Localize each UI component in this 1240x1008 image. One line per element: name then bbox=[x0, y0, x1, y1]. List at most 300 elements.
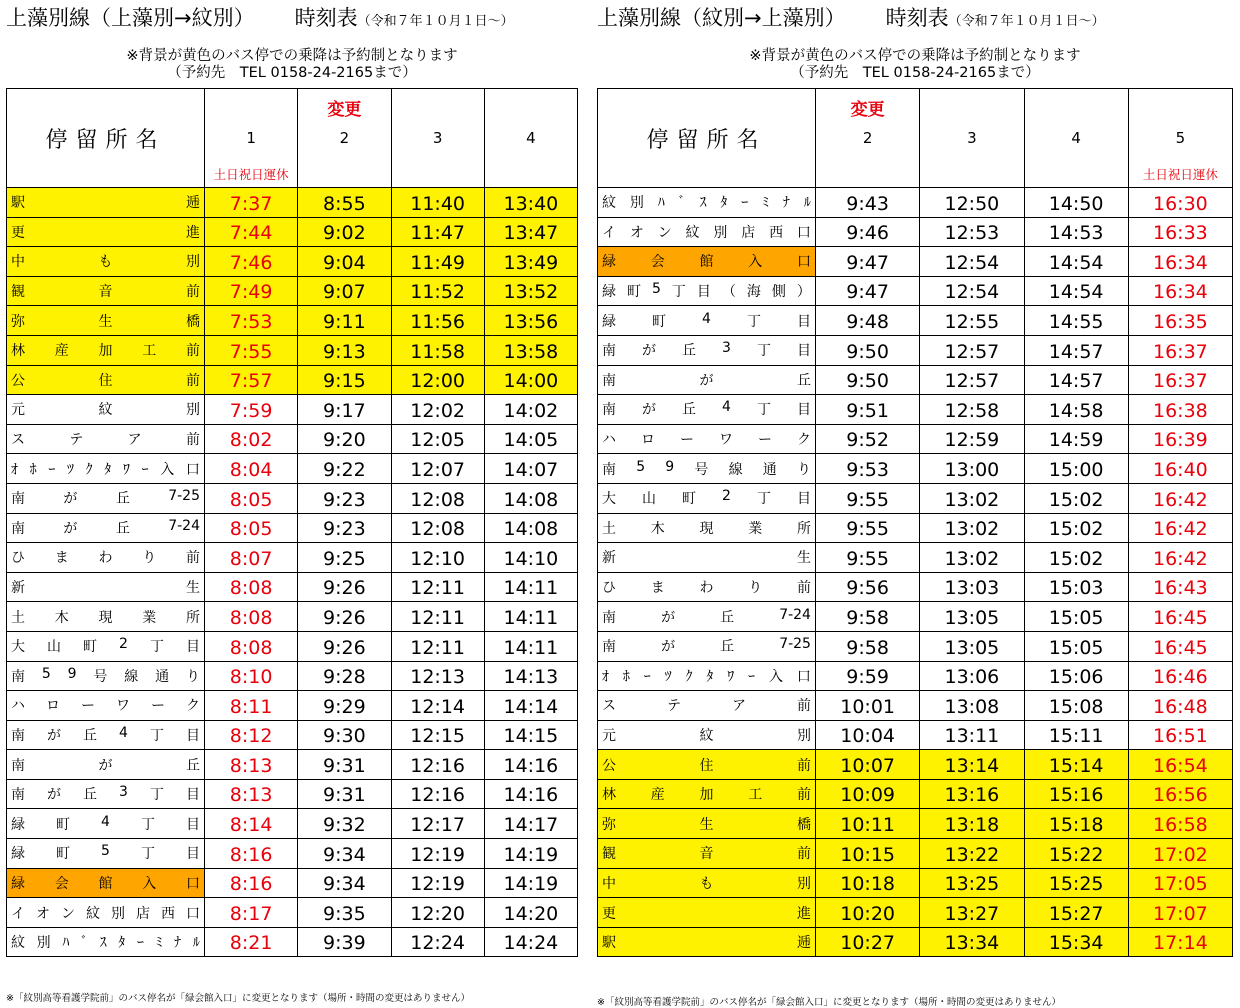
departure-time: 9:55 bbox=[816, 513, 920, 543]
departure-time: 9:39 bbox=[298, 927, 391, 957]
departure-time: 14:19 bbox=[484, 839, 577, 869]
table-row bbox=[7, 839, 578, 869]
stop-name: 南 が 丘 bbox=[602, 372, 811, 389]
stop-name-cell bbox=[7, 839, 205, 869]
departure-time: 13:03 bbox=[920, 572, 1024, 602]
stop-name: 南 が 丘 4 丁 目 bbox=[11, 724, 200, 744]
departure-time: 12:57 bbox=[920, 365, 1024, 395]
departure-time: 12:19 bbox=[391, 868, 484, 898]
stop-name-cell bbox=[7, 750, 205, 780]
trip-header: 5 土日祝日運休 bbox=[1128, 89, 1232, 188]
departure-time: 14:15 bbox=[484, 720, 577, 750]
departure-time: 17:14 bbox=[1128, 927, 1232, 957]
departure-time: 7:46 bbox=[205, 247, 298, 277]
departure-time: 12:10 bbox=[391, 543, 484, 573]
departure-time: 9:43 bbox=[816, 188, 920, 218]
stop-name: 大 山 町 2 丁 目 bbox=[11, 636, 200, 656]
table-row bbox=[598, 868, 1233, 898]
departure-time: 12:15 bbox=[391, 720, 484, 750]
stop-name: 弥 生 橋 bbox=[11, 313, 200, 330]
stop-name-cell bbox=[598, 335, 816, 365]
departure-time: 13:00 bbox=[920, 454, 1024, 484]
departure-time: 8:08 bbox=[205, 602, 298, 632]
departure-time: 16:42 bbox=[1128, 513, 1232, 543]
departure-time: 8:16 bbox=[205, 839, 298, 869]
stop-name-cell bbox=[598, 602, 816, 632]
departure-time: 9:22 bbox=[298, 454, 391, 484]
timetable bbox=[597, 88, 1233, 957]
departure-time: 9:04 bbox=[298, 247, 391, 277]
stop-name-cell bbox=[7, 247, 205, 277]
departure-time: 9:29 bbox=[298, 691, 391, 721]
stop-name: ｵ ﾎ ｰ ﾂ ｸ ﾀ ﾜ ｰ 入 口 bbox=[11, 461, 200, 478]
stop-name: 土 木 現 業 所 bbox=[602, 520, 811, 537]
stop-name-cell bbox=[7, 927, 205, 957]
stop-name-cell bbox=[7, 424, 205, 454]
departure-time: 14:24 bbox=[484, 927, 577, 957]
departure-time: 13:34 bbox=[920, 927, 1024, 957]
stop-name: 緑 会 館 入 口 bbox=[602, 254, 811, 271]
departure-time: 7:57 bbox=[205, 365, 298, 395]
table-row bbox=[598, 750, 1233, 780]
stop-name-cell bbox=[7, 483, 205, 513]
table-row bbox=[598, 217, 1233, 247]
timetable bbox=[6, 88, 578, 957]
table-row bbox=[7, 898, 578, 928]
stop-name-cell bbox=[7, 543, 205, 573]
departure-time: 8:13 bbox=[205, 779, 298, 809]
trip-header: 変更 2 bbox=[816, 89, 920, 188]
departure-time: 12:57 bbox=[920, 335, 1024, 365]
stop-name-cell bbox=[7, 631, 205, 661]
stop-name: 中 も 別 bbox=[602, 875, 811, 892]
stop-name-cell bbox=[7, 720, 205, 750]
departure-time: 7:53 bbox=[205, 306, 298, 336]
departure-time: 12:50 bbox=[920, 188, 1024, 218]
stop-name: 元 紋 別 bbox=[11, 402, 200, 419]
table-row bbox=[7, 631, 578, 661]
departure-time: 8:08 bbox=[205, 631, 298, 661]
departure-time: 13:11 bbox=[920, 720, 1024, 750]
departure-time: 14:54 bbox=[1024, 247, 1128, 277]
departure-time: 8:02 bbox=[205, 424, 298, 454]
departure-time: 8:05 bbox=[205, 483, 298, 513]
departure-time: 9:51 bbox=[816, 395, 920, 425]
departure-time: 15:06 bbox=[1024, 661, 1128, 691]
departure-time: 9:56 bbox=[816, 572, 920, 602]
table-row bbox=[7, 750, 578, 780]
table-row bbox=[598, 543, 1233, 573]
stop-name: 南 が 丘 7-24 bbox=[11, 517, 200, 537]
table-row bbox=[598, 602, 1233, 632]
departure-time: 9:28 bbox=[298, 661, 391, 691]
table-row bbox=[598, 247, 1233, 277]
departure-time: 8:13 bbox=[205, 750, 298, 780]
departure-time: 13:02 bbox=[920, 483, 1024, 513]
departure-time: 8:07 bbox=[205, 543, 298, 573]
stop-name-cell bbox=[598, 247, 816, 277]
stop-name-cell bbox=[598, 898, 816, 928]
table-row bbox=[598, 691, 1233, 721]
departure-time: 9:52 bbox=[816, 424, 920, 454]
departure-time: 15:00 bbox=[1024, 454, 1128, 484]
departure-time: 16:51 bbox=[1128, 720, 1232, 750]
timetable-title: 上藻別線（紋別→上藻別） 時刻表（令和７年１０月１日～） bbox=[597, 6, 1105, 30]
departure-time: 16:45 bbox=[1128, 602, 1232, 632]
departure-time: 12:54 bbox=[920, 276, 1024, 306]
departure-time: 13:02 bbox=[920, 513, 1024, 543]
stop-name-cell bbox=[598, 483, 816, 513]
departure-time: 16:43 bbox=[1128, 572, 1232, 602]
departure-time: 9:20 bbox=[298, 424, 391, 454]
stop-name-cell bbox=[598, 543, 816, 573]
table-row bbox=[7, 306, 578, 336]
stop-name-cell bbox=[598, 395, 816, 425]
departure-time: 13:56 bbox=[484, 306, 577, 336]
stop-name: 大 山 町 2 丁 目 bbox=[602, 488, 811, 508]
departure-time: 14:13 bbox=[484, 661, 577, 691]
table-row bbox=[598, 276, 1233, 306]
departure-time: 13:16 bbox=[920, 779, 1024, 809]
departure-time: 12:11 bbox=[391, 631, 484, 661]
departure-time: 12:00 bbox=[391, 365, 484, 395]
stop-name-cell bbox=[7, 513, 205, 543]
stop-name: 元 紋 別 bbox=[602, 727, 811, 744]
departure-time: 16:34 bbox=[1128, 276, 1232, 306]
stop-name: 南 が 丘 3 丁 目 bbox=[11, 784, 200, 804]
departure-time: 15:14 bbox=[1024, 750, 1128, 780]
departure-time: 8:16 bbox=[205, 868, 298, 898]
stop-name: 新 生 bbox=[11, 580, 200, 597]
departure-time: 16:42 bbox=[1128, 543, 1232, 573]
trip-header: 変更 2 bbox=[298, 89, 391, 188]
departure-time: 9:58 bbox=[816, 602, 920, 632]
departure-time: 8:55 bbox=[298, 188, 391, 218]
departure-time: 14:55 bbox=[1024, 306, 1128, 336]
departure-time: 12:05 bbox=[391, 424, 484, 454]
stop-name: 新 生 bbox=[602, 550, 811, 567]
departure-time: 9:35 bbox=[298, 898, 391, 928]
departure-time: 15:02 bbox=[1024, 543, 1128, 573]
departure-time: 9:50 bbox=[816, 335, 920, 365]
departure-time: 9:02 bbox=[298, 217, 391, 247]
stop-name: 公 住 前 bbox=[11, 372, 200, 389]
stop-name-cell bbox=[598, 720, 816, 750]
departure-time: 12:20 bbox=[391, 898, 484, 928]
table-row bbox=[598, 898, 1233, 928]
departure-time: 9:07 bbox=[298, 276, 391, 306]
table-row bbox=[7, 661, 578, 691]
departure-time: 16:30 bbox=[1128, 188, 1232, 218]
stop-name: 弥 生 橋 bbox=[602, 816, 811, 833]
departure-time: 13:58 bbox=[484, 335, 577, 365]
footnote: ※「紋別高等看護学院前」のバス停名が「緑会館入口」に変更となります（場所・時間の変更はありません） bbox=[597, 997, 1061, 1008]
departure-time: 15:18 bbox=[1024, 809, 1128, 839]
stop-name-cell bbox=[7, 809, 205, 839]
departure-time: 13:47 bbox=[484, 217, 577, 247]
departure-time: 10:01 bbox=[816, 691, 920, 721]
departure-time: 12:08 bbox=[391, 483, 484, 513]
trip-header: 4 bbox=[484, 89, 577, 188]
stop-name-cell bbox=[7, 691, 205, 721]
departure-time: 9:23 bbox=[298, 483, 391, 513]
stop-name-cell bbox=[7, 395, 205, 425]
departure-time: 7:59 bbox=[205, 395, 298, 425]
departure-time: 16:38 bbox=[1128, 395, 1232, 425]
table-row bbox=[7, 572, 578, 602]
departure-time: 7:49 bbox=[205, 276, 298, 306]
stop-name-header: 停留所名 bbox=[7, 89, 205, 188]
stop-name: 中 も 別 bbox=[11, 254, 200, 271]
departure-time: 9:46 bbox=[816, 217, 920, 247]
departure-time: 13:08 bbox=[920, 691, 1024, 721]
departure-time: 10:07 bbox=[816, 750, 920, 780]
departure-time: 9:30 bbox=[298, 720, 391, 750]
departure-time: 16:39 bbox=[1128, 424, 1232, 454]
departure-time: 12:16 bbox=[391, 779, 484, 809]
stop-name: 南 が 丘 4 丁 目 bbox=[602, 399, 811, 419]
stop-name: 南 5 9 号 線 通 り bbox=[602, 458, 811, 478]
departure-time: 16:37 bbox=[1128, 335, 1232, 365]
departure-time: 13:22 bbox=[920, 839, 1024, 869]
table-row bbox=[598, 661, 1233, 691]
departure-time: 14:57 bbox=[1024, 365, 1128, 395]
departure-time: 9:34 bbox=[298, 839, 391, 869]
stop-name: 南 が 丘 7-24 bbox=[602, 606, 811, 626]
departure-time: 8:11 bbox=[205, 691, 298, 721]
footnote: ※「紋別高等看護学院前」のバス停名が「緑会館入口」に変更となります（場所・時間の変更はありません） bbox=[6, 993, 470, 1004]
trip-header: 3 bbox=[391, 89, 484, 188]
stop-name: 観 音 前 bbox=[602, 846, 811, 863]
table-row bbox=[598, 839, 1233, 869]
departure-time: 12:14 bbox=[391, 691, 484, 721]
departure-time: 11:47 bbox=[391, 217, 484, 247]
table-row bbox=[7, 483, 578, 513]
departure-time: 15:03 bbox=[1024, 572, 1128, 602]
departure-time: 14:50 bbox=[1024, 188, 1128, 218]
departure-time: 11:58 bbox=[391, 335, 484, 365]
table-row bbox=[7, 868, 578, 898]
departure-time: 16:45 bbox=[1128, 631, 1232, 661]
departure-time: 11:56 bbox=[391, 306, 484, 336]
stop-name: 林 産 加 工 前 bbox=[11, 343, 200, 360]
stop-name: ス テ ア 前 bbox=[11, 432, 200, 449]
stop-name-cell bbox=[7, 779, 205, 809]
departure-time: 14:17 bbox=[484, 809, 577, 839]
departure-time: 12:24 bbox=[391, 927, 484, 957]
stop-name: 緑 町 4 丁 目 bbox=[11, 813, 200, 833]
departure-time: 14:08 bbox=[484, 483, 577, 513]
departure-time: 9:59 bbox=[816, 661, 920, 691]
departure-time: 9:31 bbox=[298, 750, 391, 780]
table-row bbox=[7, 779, 578, 809]
departure-time: 12:13 bbox=[391, 661, 484, 691]
departure-time: 9:11 bbox=[298, 306, 391, 336]
stop-name-cell bbox=[598, 276, 816, 306]
departure-time: 15:02 bbox=[1024, 513, 1128, 543]
departure-time: 15:22 bbox=[1024, 839, 1128, 869]
departure-time: 12:11 bbox=[391, 572, 484, 602]
departure-time: 14:00 bbox=[484, 365, 577, 395]
departure-time: 13:14 bbox=[920, 750, 1024, 780]
departure-time: 9:47 bbox=[816, 247, 920, 277]
departure-time: 16:56 bbox=[1128, 779, 1232, 809]
departure-time: 15:34 bbox=[1024, 927, 1128, 957]
departure-time: 16:48 bbox=[1128, 691, 1232, 721]
table-row bbox=[598, 720, 1233, 750]
table-row bbox=[598, 188, 1233, 218]
table-row bbox=[7, 365, 578, 395]
stop-name: 南 が 丘 7-25 bbox=[602, 636, 811, 656]
departure-time: 16:40 bbox=[1128, 454, 1232, 484]
reservation-notice: ※背景が黄色のバス停での乗降は予約制となります （予約先 TEL 0158-24-2165まで） bbox=[126, 48, 458, 81]
departure-time: 11:52 bbox=[391, 276, 484, 306]
departure-time: 8:21 bbox=[205, 927, 298, 957]
departure-time: 13:49 bbox=[484, 247, 577, 277]
departure-time: 14:54 bbox=[1024, 276, 1128, 306]
departure-time: 8:10 bbox=[205, 661, 298, 691]
table-row bbox=[7, 602, 578, 632]
departure-time: 8:17 bbox=[205, 898, 298, 928]
stop-name-cell bbox=[7, 306, 205, 336]
departure-time: 15:02 bbox=[1024, 483, 1128, 513]
timetable-title: 上藻別線（上藻別→紋別） 時刻表（令和７年１０月１日～） bbox=[6, 6, 514, 30]
departure-time: 9:58 bbox=[816, 631, 920, 661]
departure-time: 9:26 bbox=[298, 602, 391, 632]
departure-time: 13:05 bbox=[920, 602, 1024, 632]
departure-time: 12:16 bbox=[391, 750, 484, 780]
stop-name-header: 停留所名 bbox=[598, 89, 816, 188]
departure-time: 13:18 bbox=[920, 809, 1024, 839]
stop-name-cell bbox=[598, 424, 816, 454]
departure-time: 12:59 bbox=[920, 424, 1024, 454]
departure-time: 13:06 bbox=[920, 661, 1024, 691]
stop-name: ひ ま わ り 前 bbox=[11, 550, 200, 567]
stop-name-cell bbox=[598, 779, 816, 809]
stop-name: 緑 会 館 入 口 bbox=[11, 875, 200, 892]
departure-time: 8:12 bbox=[205, 720, 298, 750]
departure-time: 14:11 bbox=[484, 602, 577, 632]
departure-time: 12:08 bbox=[391, 513, 484, 543]
stop-name-cell bbox=[598, 188, 816, 218]
stop-name: 土 木 現 業 所 bbox=[11, 609, 200, 626]
departure-time: 12:02 bbox=[391, 395, 484, 425]
stop-name-cell bbox=[7, 602, 205, 632]
departure-time: 14:16 bbox=[484, 750, 577, 780]
departure-time: 12:53 bbox=[920, 217, 1024, 247]
stop-name-cell bbox=[598, 572, 816, 602]
departure-time: 14:10 bbox=[484, 543, 577, 573]
stop-name-cell bbox=[598, 217, 816, 247]
stop-name: 公 住 前 bbox=[602, 757, 811, 774]
departure-time: 13:02 bbox=[920, 543, 1024, 573]
table-row bbox=[7, 276, 578, 306]
stop-name-cell bbox=[7, 898, 205, 928]
departure-time: 11:40 bbox=[391, 188, 484, 218]
departure-time: 15:05 bbox=[1024, 602, 1128, 632]
departure-time: 17:02 bbox=[1128, 839, 1232, 869]
stop-name: 南 が 丘 bbox=[11, 757, 200, 774]
departure-time: 12:58 bbox=[920, 395, 1024, 425]
stop-name: イ オ ン 紋 別 店 西 口 bbox=[602, 224, 811, 241]
departure-time: 15:27 bbox=[1024, 898, 1128, 928]
departure-time: 10:18 bbox=[816, 868, 920, 898]
stop-name: ハ ロ ー ワ ー ク bbox=[11, 698, 200, 715]
departure-time: 16:35 bbox=[1128, 306, 1232, 336]
departure-time: 17:07 bbox=[1128, 898, 1232, 928]
stop-name-cell bbox=[598, 365, 816, 395]
departure-time: 16:42 bbox=[1128, 483, 1232, 513]
stop-name-cell bbox=[7, 188, 205, 218]
departure-time: 16:37 bbox=[1128, 365, 1232, 395]
departure-time: 9:13 bbox=[298, 335, 391, 365]
trip-header: 1 土日祝日運休 bbox=[205, 89, 298, 188]
departure-time: 14:07 bbox=[484, 454, 577, 484]
departure-time: 12:07 bbox=[391, 454, 484, 484]
departure-time: 14:14 bbox=[484, 691, 577, 721]
stop-name-cell bbox=[598, 750, 816, 780]
table-row bbox=[7, 513, 578, 543]
departure-time: 12:11 bbox=[391, 602, 484, 632]
departure-time: 12:55 bbox=[920, 306, 1024, 336]
stop-name: 南 が 丘 7-25 bbox=[11, 488, 200, 508]
departure-time: 14:53 bbox=[1024, 217, 1128, 247]
stop-name: 紋 別 ﾊ ﾞ ｽ ﾀ ｰ ﾐ ﾅ ﾙ bbox=[11, 935, 200, 952]
stop-name: ハ ロ ー ワ ー ク bbox=[602, 432, 811, 449]
departure-time: 8:08 bbox=[205, 572, 298, 602]
departure-time: 8:05 bbox=[205, 513, 298, 543]
table-row bbox=[598, 483, 1233, 513]
stop-name-cell bbox=[7, 868, 205, 898]
table-row bbox=[598, 395, 1233, 425]
departure-time: 14:02 bbox=[484, 395, 577, 425]
table-row bbox=[598, 809, 1233, 839]
stop-name: 駅 逓 bbox=[11, 195, 200, 212]
departure-time: 9:55 bbox=[816, 483, 920, 513]
departure-time: 15:16 bbox=[1024, 779, 1128, 809]
stop-name-cell bbox=[7, 454, 205, 484]
departure-time: 9:17 bbox=[298, 395, 391, 425]
stop-name: 緑 町 5 丁 目 （ 海 側 ） bbox=[602, 281, 811, 301]
table-row bbox=[598, 454, 1233, 484]
stop-name-cell bbox=[7, 276, 205, 306]
departure-time: 16:33 bbox=[1128, 217, 1232, 247]
stop-name-cell bbox=[7, 217, 205, 247]
stop-name-cell bbox=[598, 513, 816, 543]
departure-time: 15:08 bbox=[1024, 691, 1128, 721]
departure-time: 9:15 bbox=[298, 365, 391, 395]
stop-name: 紋 別 ﾊ ﾞ ｽ ﾀ ｰ ﾐ ﾅ ﾙ bbox=[602, 195, 811, 212]
departure-time: 13:52 bbox=[484, 276, 577, 306]
departure-time: 9:48 bbox=[816, 306, 920, 336]
departure-time: 14:11 bbox=[484, 631, 577, 661]
departure-time: 9:26 bbox=[298, 572, 391, 602]
table-row bbox=[7, 809, 578, 839]
stop-name-cell bbox=[598, 454, 816, 484]
table-row bbox=[598, 365, 1233, 395]
departure-time: 9:53 bbox=[816, 454, 920, 484]
stop-name: 観 音 前 bbox=[11, 284, 200, 301]
departure-time: 7:44 bbox=[205, 217, 298, 247]
departure-time: 13:40 bbox=[484, 188, 577, 218]
stop-name: ひ ま わ り 前 bbox=[602, 580, 811, 597]
departure-time: 7:37 bbox=[205, 188, 298, 218]
departure-time: 14:58 bbox=[1024, 395, 1128, 425]
stop-name: 緑 町 5 丁 目 bbox=[11, 843, 200, 863]
departure-time: 10:15 bbox=[816, 839, 920, 869]
table-row bbox=[7, 720, 578, 750]
table-row bbox=[7, 927, 578, 957]
